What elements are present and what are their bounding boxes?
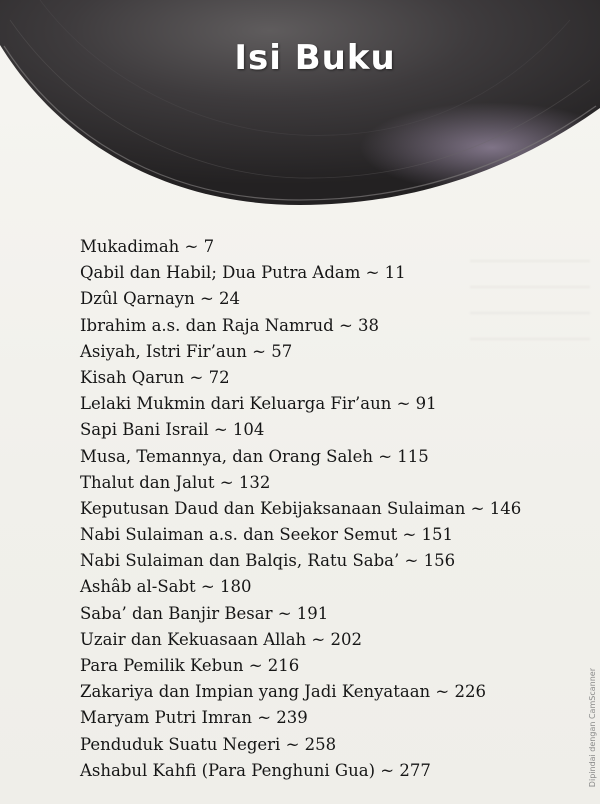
toc-entry: Saba’ dan Banjir Besar ~ 191	[80, 603, 329, 623]
table-of-contents	[80, 234, 580, 784]
toc-entry: Keputusan Daud dan Kebijaksanaan Sulaiman ~ 146	[80, 498, 522, 518]
toc-entry: Musa, Temannya, dan Orang Saleh ~ 115	[80, 446, 429, 466]
toc-entry: Mukadimah ~ 7	[80, 237, 215, 256]
toc-entry: Lelaki Mukmin dari Keluarga Fir’aun ~ 91	[80, 394, 437, 414]
toc-entry: Thalut dan Jalut ~ 132	[80, 472, 271, 492]
toc-entry: Maryam Putri Imran ~ 239	[80, 708, 308, 728]
toc-entry: Ashabul Kahfi (Para Penghuni Gua) ~ 277	[80, 760, 431, 780]
toc-entry: Nabi Sulaiman dan Balqis, Ratu Saba’ ~ 156	[80, 551, 456, 571]
toc-entry: Zakariya dan Impian yang Jadi Kenyataan ~ 226	[80, 682, 486, 702]
toc-entry: Ashâb al-Sabt ~ 180	[80, 577, 252, 597]
page-title: Isi Buku	[234, 38, 396, 78]
toc-entry: Qabil dan Habil; Dua Putra Adam ~ 11	[80, 263, 406, 283]
header-dark-arc	[0, 0, 600, 215]
toc-entry: Para Pemilik Kebun ~ 216	[80, 656, 300, 675]
toc-entry: Asiyah, Istri Fir’aun ~ 57	[80, 341, 293, 361]
toc-entry: Dzûl Qarnayn ~ 24	[80, 289, 241, 309]
toc-entry: Nabi Sulaiman a.s. dan Seekor Semut ~ 151	[80, 525, 454, 545]
toc-entry: Ibrahim a.s. dan Raja Namrud ~ 38	[80, 315, 380, 335]
toc-entry: Uzair dan Kekuasaan Allah ~ 202	[80, 629, 362, 649]
toc-entry: Sapi Bani Israil ~ 104	[80, 420, 265, 440]
toc-entry: Kisah Qarun ~ 72	[80, 367, 230, 387]
scanner-watermark: Dipindai dengan CamScanner	[588, 668, 597, 788]
toc-entry: Penduduk Suatu Negeri ~ 258	[80, 734, 337, 754]
